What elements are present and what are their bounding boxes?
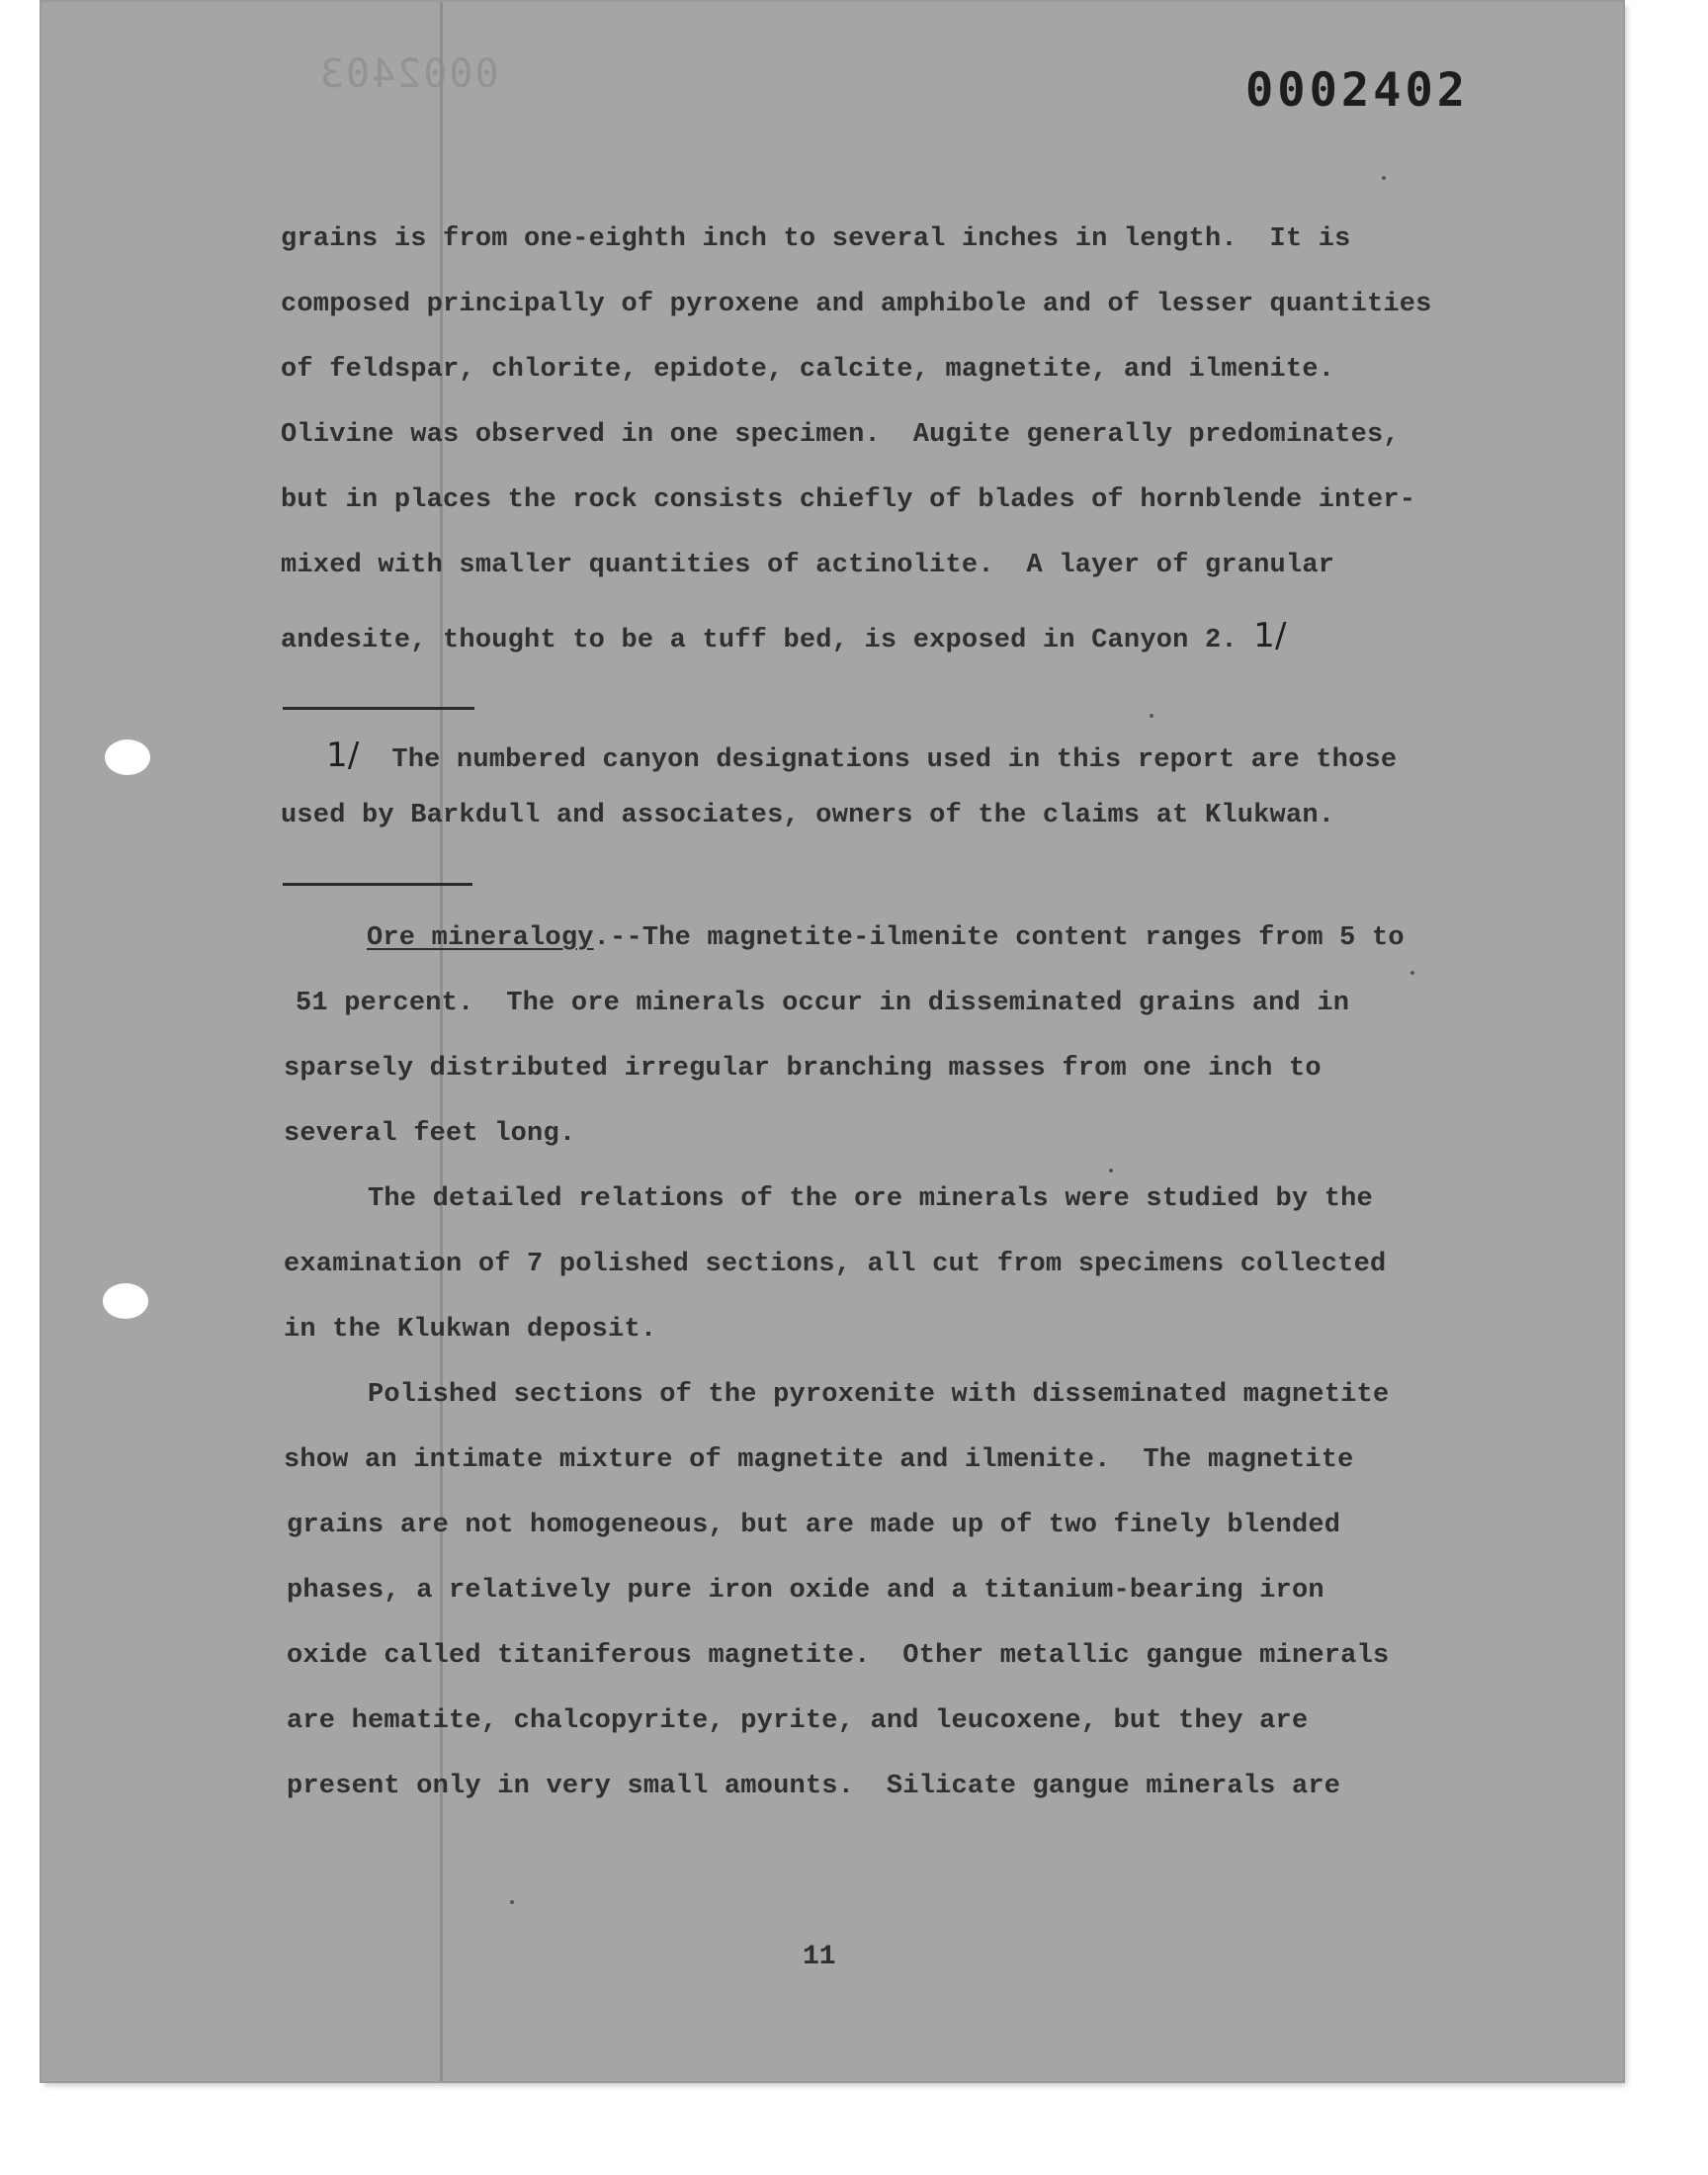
bleed-through-number: 0002403 <box>318 51 499 97</box>
para3-line-3: in the Klukwan deposit. <box>284 1315 657 1345</box>
para1-line-3: of feldspar, chlorite, epidote, calcite, magnetite, and ilmenite. <box>281 355 1335 385</box>
footnote-line-2: used by Barkdull and associates, owners of the claims at Klukwan. <box>281 801 1335 830</box>
para2-line-2: sparsely distributed irregular branching masses from one inch to <box>284 1054 1322 1084</box>
scan-speck <box>510 1900 514 1904</box>
scan-speck <box>1150 714 1153 718</box>
para1-line-7 <box>281 616 1287 655</box>
para4-line-5: oxide called titaniferous magnetite. Other metallic gangue minerals <box>287 1641 1390 1671</box>
para4-line-3: grains are not homogeneous, but are made up of two finely blended <box>287 1511 1341 1540</box>
para1-line-1: grains is from one-eighth inch to several inches in length. It is <box>281 224 1351 254</box>
punch-hole-top <box>105 740 150 775</box>
para2-line-3: several feet long. <box>284 1119 576 1149</box>
scan-speck <box>1410 971 1414 975</box>
para2-line-1: 51 percent. The ore minerals occur in disseminated grains and in <box>296 989 1350 1018</box>
para1-line-7-text: andesite, thought to be a tuff bed, is exposed in Canyon 2. <box>281 626 1238 655</box>
para4-line-7: present only in very small amounts. Silicate gangue minerals are <box>287 1772 1341 1801</box>
para4-line-6: are hematite, chalcopyrite, pyrite, and leucoxene, but they are <box>287 1706 1309 1736</box>
scan-speck <box>1109 1169 1113 1173</box>
section-heading-line <box>367 923 1405 953</box>
page-number: 11 <box>803 1942 836 1972</box>
para1-line-2: composed principally of pyroxene and amphibole and of lesser quantities <box>281 290 1432 319</box>
para4-line-1: Polished sections of the pyroxenite with disseminated magnetite <box>368 1380 1390 1410</box>
para1-line-5: but in places the rock consists chiefly of blades of hornblende inter- <box>281 485 1416 515</box>
para4-line-2: show an intimate mixture of magnetite and ilmenite. The magnetite <box>284 1445 1354 1475</box>
para3-line-2: examination of 7 polished sections, all cut from specimens collected <box>284 1250 1387 1279</box>
punch-hole-bottom <box>103 1283 148 1319</box>
para3-line-1: The detailed relations of the ore minerals were studied by the <box>368 1184 1373 1214</box>
document-number: 0002402 <box>1245 63 1470 118</box>
para1-line-6: mixed with smaller quantities of actinolite. A layer of granular <box>281 551 1335 580</box>
document-page <box>42 2 1623 2081</box>
para4-line-4: phases, a relatively pure iron oxide and a titanium-bearing iron <box>287 1576 1324 1606</box>
footnote-reference: 1/ <box>1253 616 1287 655</box>
section-heading-rest: .--The magnetite-ilmenite content ranges from 5 to <box>593 923 1405 953</box>
footnote-line-1 <box>326 736 1397 775</box>
para1-line-4: Olivine was observed in one specimen. Augite generally predominates, <box>281 420 1400 450</box>
footnote-marker: 1/ <box>326 736 360 775</box>
footnote-line-1-text: The numbered canyon designations used in this report are those <box>391 745 1398 775</box>
scan-speck <box>1382 176 1386 180</box>
section-heading: Ore mineralogy <box>367 923 594 953</box>
footnote-rule-bottom <box>283 883 472 886</box>
footnote-rule-top <box>283 707 474 710</box>
